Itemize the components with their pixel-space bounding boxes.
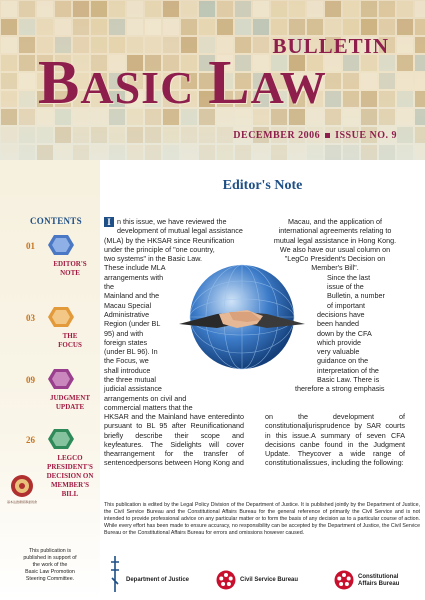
- text-line: These include MLA: [104, 263, 166, 273]
- text-line: features. The Sidelights will cover the: [104, 439, 244, 459]
- text-line: arrangements with the: [104, 272, 164, 292]
- contents-label: JUDGMENT UPDATE: [49, 394, 91, 411]
- text-line: very valuable: [317, 347, 360, 357]
- page-number: 09: [26, 375, 35, 385]
- text-line: persons between Hong Kong and: [137, 458, 244, 468]
- contents-label: EDITOR'S NOTE: [53, 260, 87, 277]
- contents-label: LEGCO PRESIDENT'S DECISION ON MEMBER'S BILL: [46, 454, 94, 498]
- text-line: (MLA) by the HKSAR since Reunification: [104, 235, 235, 245]
- text-line: the three mutual: [104, 375, 156, 385]
- department-of-justice-emblem-icon: [108, 554, 122, 594]
- text-line: A summary of seven CFA decisions can: [265, 430, 405, 449]
- text-line: Region (under BL: [104, 319, 161, 329]
- text-line: Mainland and the: [104, 291, 160, 301]
- text-line: be found in the Judgment Update. They: [265, 439, 405, 459]
- department-of-justice-label: Department of Justice: [126, 577, 190, 583]
- text-line: two systems" in the Basic Law.: [104, 254, 203, 264]
- masthead: [0, 0, 425, 160]
- green-hexagon-icon: [48, 428, 74, 450]
- text-line: which provide: [317, 337, 361, 347]
- text-line: shall introduce: [104, 365, 151, 375]
- text-line: issue of the: [327, 282, 364, 292]
- issue-number: ISSUE NO. 9: [335, 130, 397, 141]
- page-number: 26: [26, 435, 35, 445]
- text-line: development of mutual legal assistance: [117, 226, 243, 236]
- contents-sidebar: [0, 160, 100, 600]
- orange-hexagon-icon: [48, 306, 74, 328]
- drop-cap: I: [104, 217, 114, 227]
- text-line: arrangements on civil and: [104, 393, 187, 403]
- text-line: issues, including the following:: [306, 458, 404, 468]
- publisher-logos: [100, 550, 425, 600]
- publication-disclaimer: This publication is edited by the Legal Policy Division of the Department of Justice. It is published jointly by the Department of Justice, the Civil Service Bureau and the Constitutional Affairs Bureau for the general reference of primarily the Civil Service and is not intended to provide professional advice on any particular matter or to form the basis of any decision as to a particular course of action. While every effort has been made to ensure accuracy, no responsibility can be accepted by the Department of Justice, the Civil Service Bureau or the Constitutional Affairs Bureau for errors and omissions however caused.: [104, 502, 421, 536]
- text-line: down by the CFA: [317, 328, 372, 338]
- constitutional-affairs-bureau-label: Constitutional Affairs Bureau: [358, 574, 400, 587]
- text-line: Basic Law. There is: [317, 375, 380, 385]
- text-line: n this issue, we have reviewed the: [117, 217, 227, 226]
- text-line: and briefly describe their scope and key: [104, 421, 244, 449]
- bauhinia-emblem-icon: [334, 570, 354, 590]
- page-number: 01: [26, 241, 35, 251]
- civil-service-bureau-label: Civil Service Bureau: [240, 577, 299, 583]
- blue-hexagon-icon: [48, 234, 74, 256]
- article-heading: Editor's Note: [222, 178, 303, 193]
- square-bullet-icon: [325, 133, 330, 138]
- seal-caption: 基本法推廣督導委員會: [6, 500, 37, 504]
- text-line: Since the last: [327, 272, 371, 282]
- text-line: of important: [327, 300, 365, 310]
- contents-label: THE FOCUS: [58, 332, 82, 349]
- text-line: judicial assistance: [104, 384, 162, 394]
- text-line: guidance on the: [317, 356, 369, 366]
- text-line: decisions have: [317, 309, 365, 319]
- sponsorship-note: This publication is published in support of the work of the Basic Law Promotion Steering Committee.: [23, 548, 77, 582]
- text-line: 95) and with: [104, 328, 144, 338]
- text-line: into pursuant to BL 95 after Reunification: [104, 412, 244, 431]
- text-line: (under BL 96). In: [104, 347, 158, 357]
- text-line: therefore a strong emphasis: [295, 384, 385, 394]
- text-line: cover a wide range of constitutional: [265, 449, 405, 468]
- editors-note-article: [100, 160, 425, 600]
- text-line: interpretation of the: [317, 365, 379, 375]
- text-line: Member's Bill".: [311, 263, 359, 273]
- issue-line: [233, 130, 397, 141]
- text-line: HKSAR and the Mainland have entered: [104, 412, 233, 421]
- text-line: arrangement for the transfer of sentenced: [104, 449, 244, 468]
- handshake-globe-image: [177, 262, 307, 372]
- text-line: been handed: [317, 319, 359, 329]
- page-number: 03: [26, 313, 35, 323]
- publication-title: BASIC LAW: [38, 49, 327, 117]
- text-line: Administrative: [104, 309, 150, 319]
- text-line: "LegCo President's Decision on: [284, 254, 386, 264]
- bulletin-label: BULLETIN: [272, 34, 389, 58]
- text-line: jurisprudence by SAR courts in this issue.: [265, 421, 405, 440]
- basic-law-seal-icon: [10, 474, 34, 498]
- text-line: the Focus, we: [104, 356, 149, 366]
- issue-date: DECEMBER 2006: [233, 130, 321, 141]
- contents-heading: CONTENTS: [30, 216, 82, 226]
- text-line: mutual legal assistance in Hong Kong.: [273, 235, 397, 245]
- text-line: under the principle of "one country,: [104, 244, 215, 254]
- text-line: on the development of constitutional: [265, 412, 405, 431]
- bauhinia-emblem-icon: [216, 570, 236, 590]
- text-line: commercial matters that the: [104, 402, 193, 412]
- text-line: We also have our usual column on: [279, 244, 391, 254]
- text-line: Bulletin, a number: [327, 291, 385, 301]
- text-line: Macau, and the application of: [288, 217, 382, 226]
- purple-hexagon-icon: [48, 368, 74, 390]
- text-line: international agreements relating to: [278, 226, 392, 236]
- text-line: Macau Special: [104, 300, 152, 310]
- text-line: foreign states: [104, 337, 148, 347]
